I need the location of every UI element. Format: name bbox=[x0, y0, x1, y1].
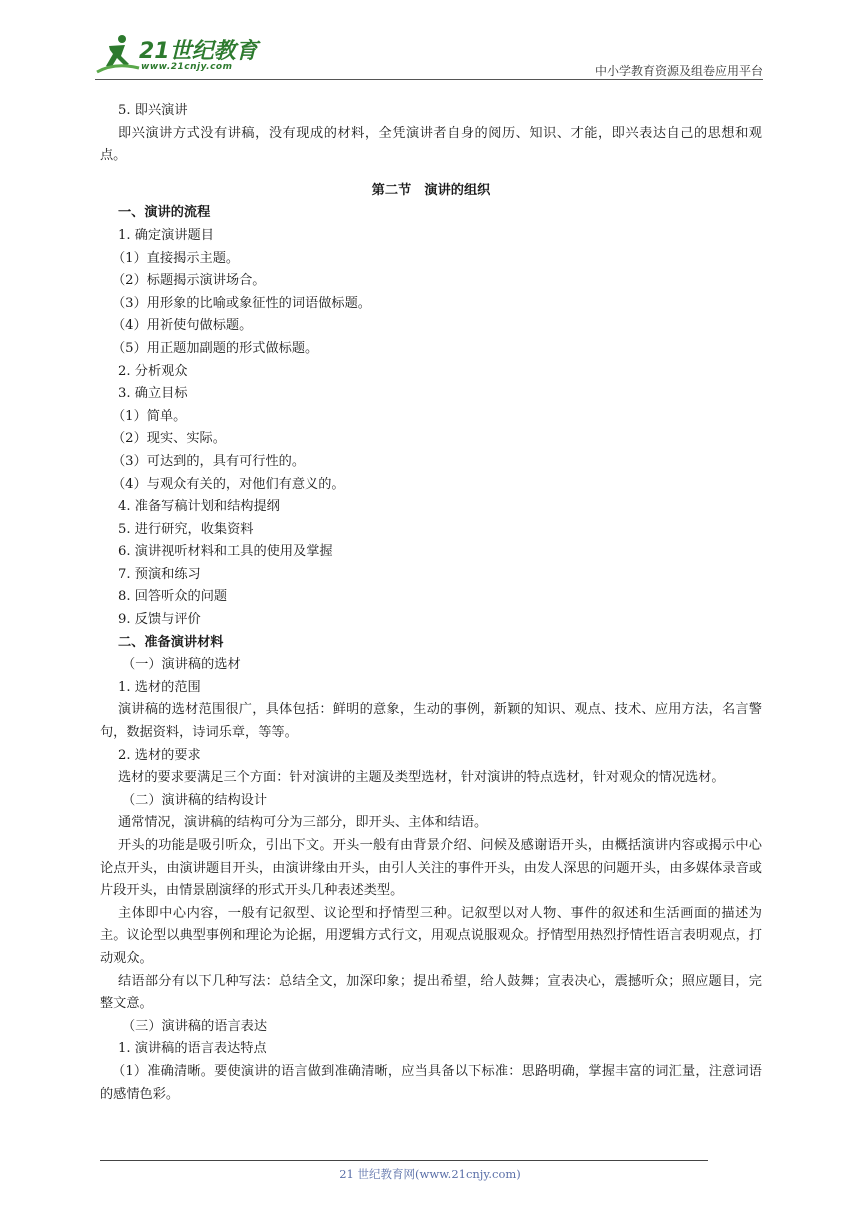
paragraph: 演讲稿的选材范围很广，具体包括：鲜明的意象，生动的事例，新颖的知识、观点、技术、应用方法，名言警句，数据资料，诗词乐章，等等。 bbox=[100, 702, 762, 741]
list-item: 5. 进行研究，收集资料 bbox=[118, 521, 254, 537]
list-item: （5）用正题加副题的形式做标题。 bbox=[112, 340, 319, 356]
paragraph: 结语部分有以下几种写法：总结全文，加深印象；提出希望，给人鼓舞；宣表决心，震撼听众；照应题目，完整文意。 bbox=[100, 973, 762, 1012]
list-item: 1. 演讲稿的语言表达特点 bbox=[118, 1041, 267, 1057]
list-item: （2）标题揭示演讲场合。 bbox=[112, 273, 266, 289]
list-item: 9. 反馈与评价 bbox=[118, 612, 201, 628]
paragraph: 选材的要求要满足三个方面：针对演讲的主题及类型选材，针对演讲的特点选材，针对观众的情况选材。 bbox=[118, 770, 725, 786]
paragraph: 开头的功能是吸引听众，引出下文。开头一般有由背景介绍、问候及感谢语开头，由概括演讲内容或揭示中心论点开头，由演讲题目开头，由演讲缘由开头，由引人关注的事件开头，由发人深思的问题开头，由多媒体录音或片段开头，由情景剧演绎的形式开头几种表述类型。 bbox=[100, 838, 762, 899]
subheading: （三）演讲稿的语言表达 bbox=[122, 1018, 268, 1034]
logo-url: www.21cnjy.com bbox=[141, 62, 233, 72]
list-item: 1. 确定演讲题目 bbox=[118, 227, 214, 243]
heading-1: 一、演讲的流程 bbox=[118, 205, 211, 221]
list-item: （1）直接揭示主题。 bbox=[112, 250, 240, 266]
header-divider bbox=[95, 79, 763, 80]
subheading: （二）演讲稿的结构设计 bbox=[122, 792, 268, 808]
list-item: 1. 选材的范围 bbox=[118, 679, 201, 695]
list-item: （3）可达到的，具有可行性的。 bbox=[112, 453, 306, 469]
list-item: 7. 预演和练习 bbox=[118, 566, 201, 582]
runner-logo-icon bbox=[95, 32, 141, 78]
list-item: 3. 确立目标 bbox=[118, 386, 188, 402]
document-body bbox=[100, 100, 762, 1106]
subheading: （一）演讲稿的选材 bbox=[122, 657, 241, 673]
list-item: （4）用祈使句做标题。 bbox=[112, 318, 253, 334]
list-item: 4. 准备写稿计划和结构提纲 bbox=[118, 499, 280, 515]
section-title: 第二节 演讲的组织 bbox=[371, 182, 491, 198]
list-item: 8. 回答听众的问题 bbox=[118, 589, 228, 605]
footer-divider bbox=[100, 1160, 708, 1161]
list-item: （2）现实、实际。 bbox=[112, 431, 226, 447]
page-header bbox=[95, 32, 763, 80]
paragraph: 即兴演讲方式没有讲稿，没有现成的材料，全凭演讲者自身的阅历、知识、才能，即兴表达自己的思想和观点。 bbox=[100, 125, 762, 164]
page-footer: 21 世纪教育网(www.21cnjy.com) bbox=[339, 1167, 521, 1181]
logo-text: 21世纪教育 bbox=[139, 39, 258, 64]
paragraph: 通常情况，演讲稿的结构可分为三部分，即开头、主体和结语。 bbox=[118, 815, 488, 831]
paragraph: 主体即中心内容，一般有记叙型、议论型和抒情型三种。记叙型以对人物、事件的叙述和生活画面的描述为主。议论型以典型事例和理论为论据，用逻辑方式行文，用观点说服观众。抒情型用热烈抒情性语言表明观点，打动观众。 bbox=[100, 905, 762, 966]
list-item: （3）用形象的比喻或象征性的词语做标题。 bbox=[112, 295, 371, 311]
platform-title: 中小学教育资源及组卷应用平台 bbox=[594, 64, 763, 78]
list-item: （1）简单。 bbox=[112, 408, 187, 424]
list-item: （4）与观众有关的，对他们有意义的。 bbox=[112, 476, 345, 492]
logo bbox=[95, 32, 265, 78]
heading-2: 二、准备演讲材料 bbox=[118, 634, 224, 650]
list-item: 2. 选材的要求 bbox=[118, 747, 201, 763]
subsection-heading: 5. 即兴演讲 bbox=[118, 103, 188, 118]
paragraph: （1）准确清晰。要使演讲的语言做到准确清晰，应当具备以下标准：思路明确，掌握丰富的词汇量，注意词语的感情色彩。 bbox=[100, 1063, 762, 1102]
list-item: 6. 演讲视听材料和工具的使用及掌握 bbox=[118, 544, 333, 560]
list-item: 2. 分析观众 bbox=[118, 363, 188, 379]
